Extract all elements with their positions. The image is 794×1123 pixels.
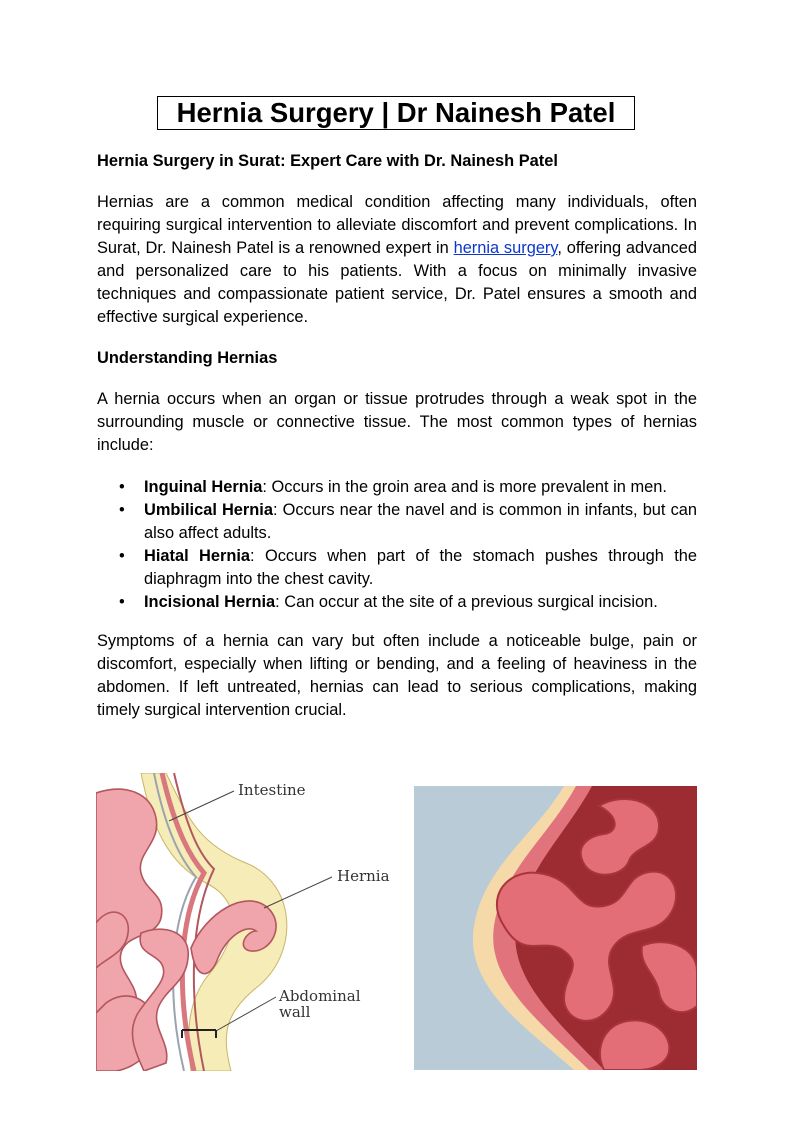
- symptoms-paragraph: Symptoms of a hernia can vary but often include a noticeable bulge, pain or discomfort, especially when lifting or bending, and a feeling of heaviness in the abdomen. If left untreated, hernias can lead to serious complications, making timely surgical intervention crucial.: [97, 632, 697, 719]
- wall-label: wall: [279, 1003, 311, 1021]
- hernia-surgery-link[interactable]: hernia surgery: [453, 239, 558, 257]
- hernia-label: Hernia: [337, 867, 390, 885]
- hernia-diagram: [96, 773, 392, 1071]
- hernia-types-list: [97, 476, 697, 614]
- intestine-label: Intestine: [238, 781, 306, 799]
- understanding-heading: Understanding Hernias: [97, 349, 278, 367]
- hernia-type-name: Inguinal Hernia: [144, 478, 263, 496]
- understanding-paragraph: A hernia occurs when an organ or tissue protrudes through a weak spot in the surrounding muscle or connective tissue. The most common types of hernias include:: [97, 390, 697, 454]
- hernia-type-name: Hiatal Hernia: [144, 547, 251, 565]
- intro-text-end: , offering advanced and personalized care to his patients. With a focus on minimally invasive techniques and compassionate patient service, Dr. Patel ensures a smooth and effective surgical experience.: [97, 239, 697, 326]
- hernia-type-description: : Occurs when part of the stomach pushes through the diaphragm into the chest cavity.: [144, 547, 697, 588]
- hernia-type-description: : Occurs near the navel and is common in infants, but can also affect adults.: [144, 501, 697, 542]
- hernia-type-name: Incisional Hernia: [144, 593, 276, 611]
- list-item: [97, 499, 697, 545]
- intro-heading: Hernia Surgery in Surat: Expert Care with Dr. Nainesh Patel: [97, 152, 558, 170]
- list-item: [97, 591, 697, 614]
- hernia-type-name: Umbilical Hernia: [144, 501, 273, 519]
- hernia-closeup-illustration: [414, 786, 697, 1070]
- hernia-type-description: : Occurs in the groin area and is more prevalent in men.: [262, 478, 667, 496]
- page-title: Hernia Surgery | Dr Nainesh Patel: [157, 96, 635, 130]
- list-item: [97, 476, 697, 499]
- hernia-type-description: : Can occur at the site of a previous surgical incision.: [275, 593, 658, 611]
- intro-paragraph: [97, 191, 697, 329]
- abdominal-label: Abdominal: [279, 987, 361, 1005]
- intro-text-start: Hernias are a common medical condition affecting many individuals, often requiring surgical intervention to alleviate discomfort and prevent complications. In Surat, Dr. Nainesh Patel is a renowned expert in: [97, 193, 697, 257]
- list-item: [97, 545, 697, 591]
